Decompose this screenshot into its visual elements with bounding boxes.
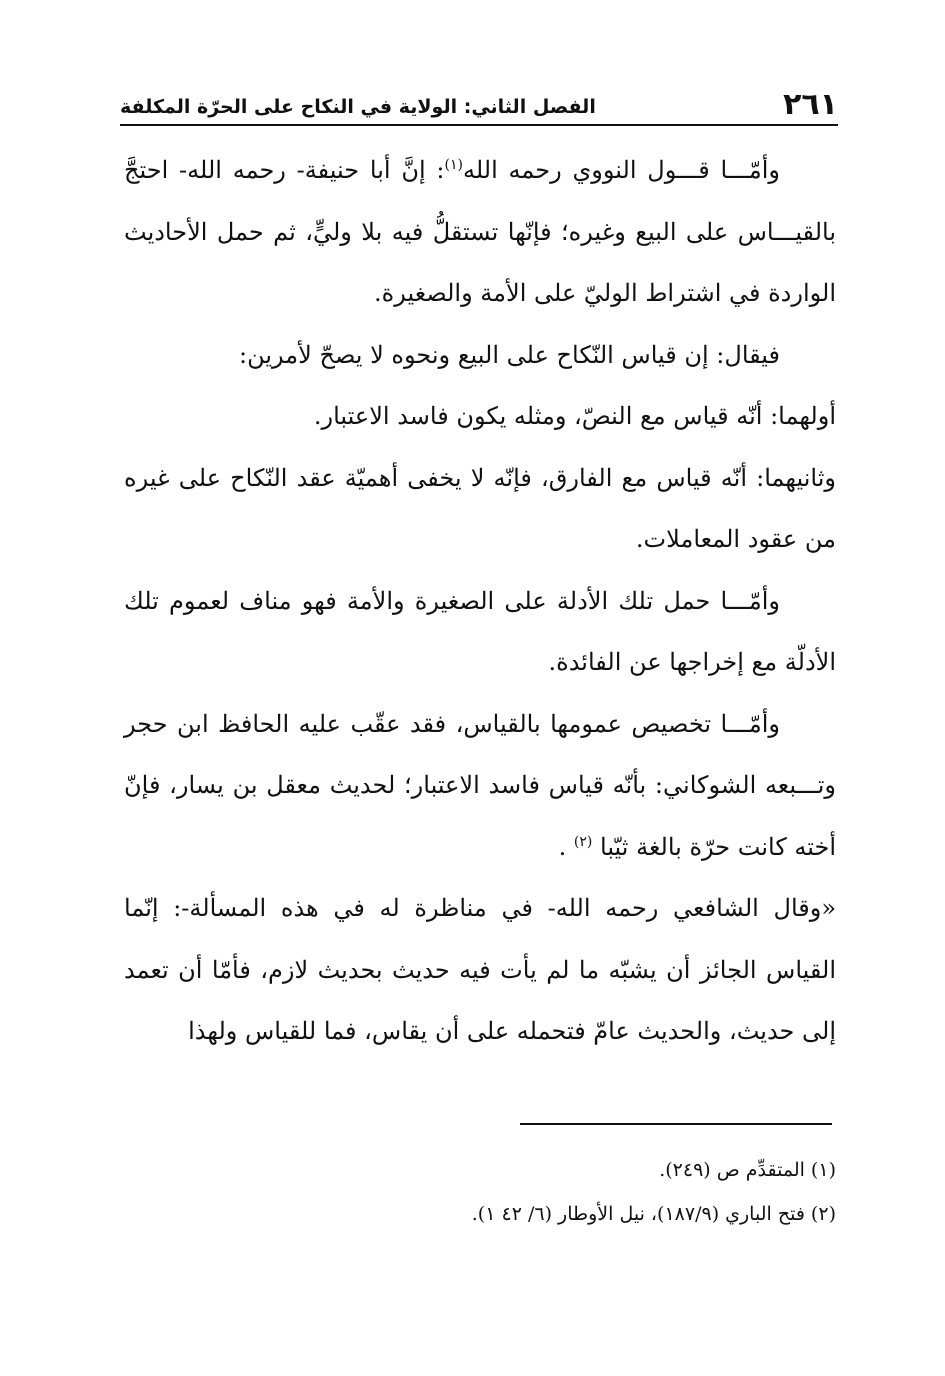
footnote-ref-2: (٢) [573, 833, 593, 850]
footnotes [124, 1148, 836, 1236]
footnote-2: (٢) فتح الباري (١٨٧/٩)، نيل الأوطار (٦/ ٤٢ ١). [471, 1203, 836, 1225]
paragraph-2: فيقال: إن قياس النّكاح على البيع ونحوه لا يصحّ لأمرين: [239, 340, 780, 369]
page-header [120, 88, 838, 126]
paragraph-3: أولهما: أنّه قياس مع النصّ، ومثله يكون فاسد الاعتبار. [313, 402, 836, 430]
paragraph-6-end: . [558, 832, 574, 861]
body-text [124, 140, 836, 1063]
paragraph-7: «وقال الشافعي رحمه الله- في مناظرة له في هذه المسألة-: إنّما القياس الجائز أن يشبّه ما لم يأت فيه حديث بحديث لازم، فأمّا أن تعمد إلى حديث، والحديث عامّ فتحمله على أن يقاس، فما للقياس ولهذا [124, 894, 836, 1045]
footnote-separator [520, 1123, 832, 1125]
paragraph-1-rest: : إنَّ أبا حنيفة- رحمه الله- احتجَّ بالقيـــاس على البيع وغيره؛ فإنّها تستقلُّ فيه بلا وليٍّ، ثم حمل الأحاديث الواردة في اشتراط الوليّ على الأمة والصغيرة. [124, 156, 836, 307]
paragraph-6-text: وأمّـــا تخصيص عمومها بالقياس، فقد عقّب عليه الحافظ ابن حجر وتـــبعه الشوكاني: بأنّه قياس فاسد الاعتبار؛ لحديث معقل بن يسار، فإنّ أخته كانت حرّة بالغة ثيّبا [124, 709, 836, 861]
paragraph-1-text: وأمّـــا قـــول النووي رحمه الله [462, 156, 780, 184]
paragraph-5: وأمّـــا حمل تلك الأدلة على الصغيرة والأمة فهو مناف لعموم تلك الأدلّة مع إخراجها عن الفائدة. [124, 586, 836, 676]
paragraph-1 [124, 140, 836, 325]
paragraph-4: وثانيهما: أنّه قياس مع الفارق، فإنّه لا يخفى أهميّة عقد النّكاح على غيره من عقود المعاملات. [124, 463, 836, 553]
running-title: الفصل الثاني: الولاية في النكاح على الحرّة المكلفة [120, 96, 596, 118]
paragraph-6 [124, 694, 836, 879]
footnote-1: (١) المتقدِّم ص (٢٤٩). [659, 1159, 836, 1181]
footnote-ref-1: (١) [444, 157, 463, 173]
page-number: ٢٦١ [783, 87, 838, 122]
